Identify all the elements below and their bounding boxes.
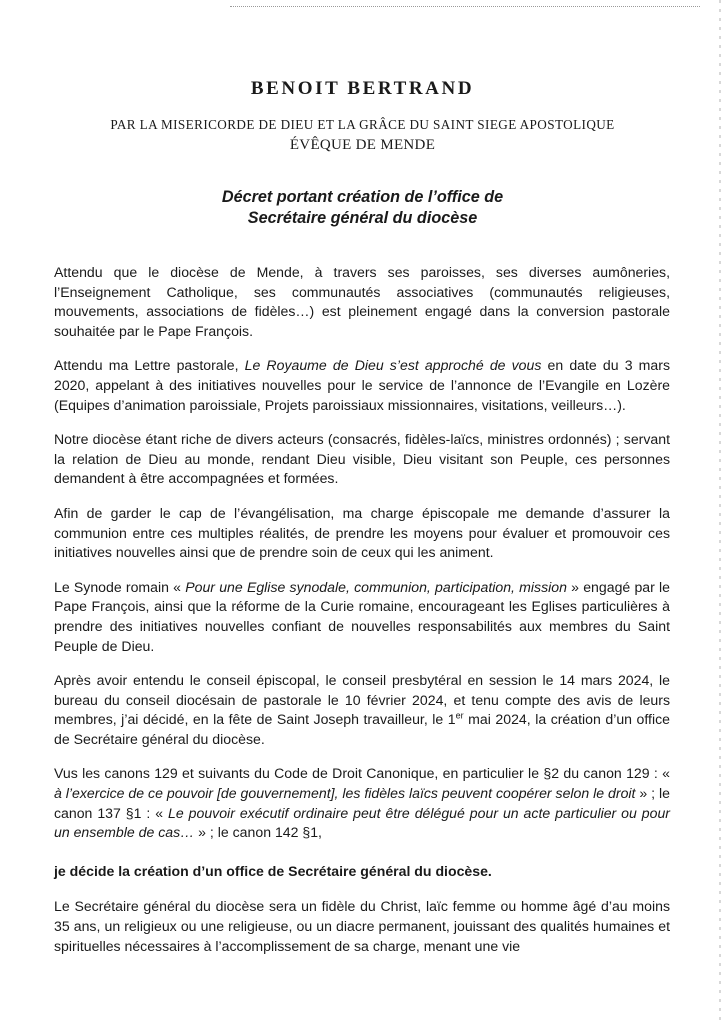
letterhead [0, 78, 725, 154]
paragraph-7-text-e: » ; le canon 142 §1, [194, 824, 322, 841]
paragraph-4: Afin de garder le cap de l’évangélisation, ma charge épiscopale me demande d’assurer la communion entre ces multiples réalités, de prendre les moyens pour évaluer et promouvoir ces initiatives nouvelles ainsi que de prendre soin de ceux qui les animent. [54, 504, 670, 561]
paragraph-3: Notre diocèse étant riche de divers acteurs (consacrés, fidèles-laïcs, ministres ordonnés) ; servant la relation de Dieu au monde, rendant Dieu visible, Dieu visitant son Peuple, ces personnes demandent à être accompagnées et formées. [54, 431, 670, 487]
bishop-name: BENOIT BERTRAND [250, 78, 475, 99]
decree-title-line-1: Décret portant création de l’office de [221, 188, 504, 206]
scan-artifact-top [230, 6, 700, 7]
paragraph-5-text-c: » engagé par le Pape François, ainsi que la réforme de la Curie romaine, encourageant les Eglises particulières à prendre des initiatives nouvelles confiant de nouvelles responsabilités aux membres du Saint Peuple de Dieu. [54, 578, 670, 654]
paragraph-7-italic-2: Le pouvoir exécutif ordinaire peut être délégué pour un acte particulier ou pour un ensemble de cas… [54, 804, 670, 841]
decree-title-line-2: Secrétaire général du diocèse [247, 209, 478, 227]
paragraph-6 [54, 671, 670, 749]
paragraph-2-text-c: en date du 3 mars 2020, appelant à des initiatives nouvelles pour le service de l’annonce de l’Evangile en Lozère (Equipes d’animation paroissiale, Projets paroissiaux missionnaires, visitations, veilleurs…). [54, 357, 670, 413]
paragraph-6-superscript: er [455, 710, 464, 721]
paragraph-8: Le Secrétaire général du diocèse sera un fidèle du Christ, laïc femme ou homme âgé d’au moins 35 ans, un religieux ou une religieuse, ou un diacre permanent, jouissant des qualités humaines et spirituelles nécessaires à l’accomplissement de sa charge, menant une vie [54, 898, 670, 954]
paragraph-7-text-a: Vus les canons 129 et suivants du Code de Droit Canonique, en particulier le §2 du canon 129 : « [54, 765, 670, 782]
decision-statement: je décide la création d’un office de Secrétaire général du diocèse. [54, 862, 492, 879]
paragraph-7-italic-1: à l’exercice de ce pouvoir [de gouvernement], les fidèles laïcs peuvent coopérer selon le droit [54, 785, 636, 802]
paragraph-6-text-a: Après avoir entendu le conseil épiscopal, le conseil presbytéral en session le 14 mars 2024, le bureau du conseil diocésain de pastorale le 10 février 2024, et tenu compte des avis de leurs membres, j’ai décidé, en la fête de Saint Joseph travailleur, le 1 [54, 672, 670, 728]
paragraph-2-text-a: Attendu ma Lettre pastorale, [54, 357, 245, 374]
paragraph-1: Attendu que le diocèse de Mende, à travers ses paroisses, ses diverses aumôneries, l’Enseignement Catholique, ses communautés associatives (communautés religieuses, mouvements, associations de fidèles…) est pleinement engagé dans la conversion pastorale souhaitée par le Pape François. [54, 264, 670, 339]
decree-title [0, 187, 725, 229]
paragraph-5-italic: Pour une Eglise synodale, communion, participation, mission [185, 578, 567, 595]
paragraph-7-text-c: » ; le canon 137 §1 : « [54, 785, 670, 821]
paragraph-5-text-a: Le Synode romain « [54, 578, 186, 595]
paragraph-2 [54, 356, 670, 415]
paragraph-6-text-b: mai 2024, la création d’un office de Secrétaire général du diocèse. [54, 711, 670, 747]
bishop-role: ÉVÊQUE DE MENDE [289, 137, 436, 153]
paragraph-5 [54, 578, 670, 656]
document-body [54, 263, 670, 971]
paragraph-7 [54, 764, 670, 842]
bishop-subtitle: PAR LA MISERICORDE DE DIEU ET LA GRÂCE DU SAINT SIEGE APOSTOLIQUE [110, 117, 615, 132]
paragraph-2-italic: Le Royaume de Dieu s’est approché de vous [244, 357, 542, 374]
